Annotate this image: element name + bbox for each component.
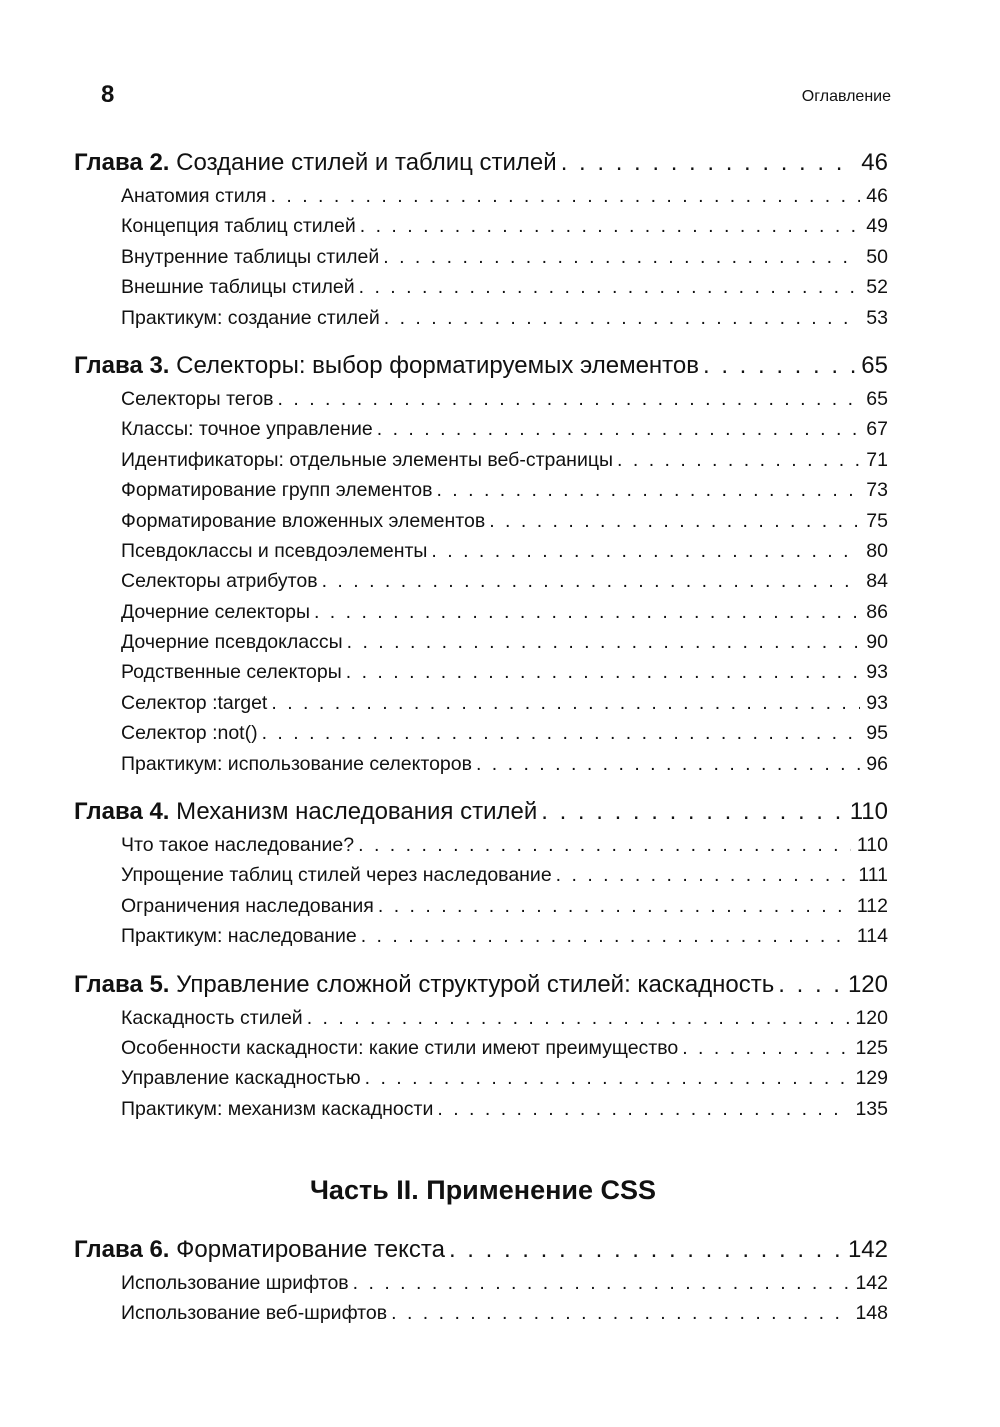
chapter-label: Глава 2. [74,149,170,176]
chapter-title: Форматирование текста [176,1236,445,1263]
section-page: 65 [866,387,888,410]
section-title: Использование шрифтов [121,1272,349,1294]
section-title: Внутренние таблицы стилей [121,245,380,268]
dot-leader [359,272,861,302]
section-title: Использование веб-шрифтов [121,1302,388,1325]
section-page: 111 [858,864,888,887]
chapter-page: 46 [861,149,888,176]
chapter-title: Селекторы: выбор форматируемых элементов [176,351,699,379]
dot-leader [353,1268,850,1298]
section-page: 148 [855,1302,888,1325]
dot-leader [307,1003,850,1033]
section-page: 112 [856,894,888,917]
page-number: 8 [101,81,115,108]
section-entry [74,1033,888,1063]
dot-leader [436,475,860,505]
chapter-label: Глава 4. [74,798,170,826]
section-title: Дочерние селекторы [121,600,310,623]
dot-leader [278,384,861,414]
section-page: 86 [866,600,888,623]
dot-leader [449,1232,842,1268]
section-title: Форматирование вложенных элементов [121,509,486,532]
section-page: 114 [856,925,888,948]
section-entry [74,384,888,414]
dot-leader [314,597,860,627]
dot-leader [377,414,861,444]
section-title: Анатомия стиля [121,185,267,207]
section-entry [74,536,888,566]
running-title: Оглавление [801,88,891,105]
section-title: Идентификаторы: отдельные элементы веб-страницы [121,448,614,471]
dot-leader [347,627,861,657]
section-entry [74,749,888,779]
chapter-title: Механизм наследования стилей [176,798,538,826]
section-entry [74,627,888,657]
section-entry [74,1268,888,1298]
section-entry [74,860,888,890]
section-page: 110 [856,834,888,857]
chapter-entry [74,967,888,1003]
section-page: 93 [866,661,888,684]
dot-leader [262,718,861,748]
section-entry [74,272,888,302]
dot-leader [358,830,851,860]
section-title: Форматирование групп элементов [121,479,433,502]
section-entry [74,303,888,333]
section-page: 93 [866,691,888,714]
chapter-entry [74,348,888,384]
section-title: Особенности каскадности: какие стили имеют преимущество [121,1036,679,1059]
section-title: Селектор :not() [121,722,258,745]
section-page: 46 [866,185,888,207]
part-table-of-contents [74,1232,888,1329]
dot-leader [391,1298,849,1328]
dot-leader [682,1033,849,1063]
chapter-label: Глава 6. [74,1236,170,1263]
section-entry [74,211,888,241]
chapter-label: Глава 3. [74,351,170,379]
section-title: Практикум: механизм каскадности [121,1097,434,1120]
section-page: 120 [855,1006,888,1029]
section-page: 90 [866,631,888,654]
chapter-entry [74,794,888,830]
section-title: Внешние таблицы стилей [121,276,355,299]
section-title: Селектор :target [121,691,268,714]
section-page: 142 [855,1272,888,1294]
section-entry [74,688,888,718]
section-page: 52 [866,276,888,299]
table-of-contents [74,145,888,1124]
dot-leader [271,688,860,718]
section-entry [74,181,888,211]
section-entry [74,506,888,536]
chapter-page: 142 [847,1236,888,1263]
dot-leader [383,242,860,272]
section-title: Селекторы тегов [121,387,274,410]
section-entry [74,1003,888,1033]
section-page: 135 [855,1097,888,1120]
dot-leader [346,657,861,687]
section-page: 80 [866,539,888,562]
section-title: Селекторы атрибутов [121,570,318,593]
chapter-label: Глава 5. [74,970,170,998]
dot-leader [489,506,860,536]
section-entry [74,597,888,627]
dot-leader [360,211,861,241]
section-entry [74,1298,888,1328]
section-title: Что такое наследование? [121,834,355,857]
dot-leader [365,1063,850,1093]
dot-leader [437,1094,849,1124]
section-page: 95 [866,722,888,745]
section-entry [74,566,888,596]
section-title: Практикум: наследование [121,925,357,948]
section-page: 96 [866,752,888,775]
section-title: Классы: точное управление [121,418,373,441]
section-entry [74,891,888,921]
section-page: 75 [866,509,888,532]
dot-leader [703,348,855,384]
section-title: Родственные селекторы [121,661,342,684]
chapter-entry [74,145,888,181]
section-entry [74,1063,888,1093]
dot-leader [431,536,860,566]
section-title: Практикум: создание стилей [121,306,380,329]
chapter-page: 120 [847,970,888,998]
dot-leader [561,145,856,181]
section-page: 67 [866,418,888,441]
chapter-page: 65 [861,351,888,379]
dot-leader [778,967,842,1003]
section-title: Концепция таблиц стилей [121,215,356,238]
dot-leader [541,794,844,830]
section-entry [74,242,888,272]
section-title: Ограничения наследования [121,894,374,917]
dot-leader [617,445,860,475]
part-title: Часть II. Применение CSS [309,1175,657,1205]
dot-leader [378,891,851,921]
dot-leader [271,181,861,211]
section-entry [74,657,888,687]
section-title: Управление каскадностью [121,1067,361,1090]
section-entry [74,475,888,505]
section-title: Псевдоклассы и псевдоэлементы [121,539,428,562]
section-page: 53 [866,306,888,329]
dot-leader [361,921,851,951]
chapter-title: Создание стилей и таблиц стилей [176,149,557,176]
section-title: Дочерние псевдоклассы [121,631,343,654]
section-entry [74,921,888,951]
section-page: 50 [866,245,888,268]
section-page: 71 [866,448,888,471]
section-title: Практикум: использование селекторов [121,752,472,775]
dot-leader [476,749,860,779]
section-page: 49 [866,215,888,238]
section-title: Упрощение таблиц стилей через наследование [121,864,552,887]
section-entry [74,445,888,475]
section-page: 84 [866,570,888,593]
section-page: 73 [866,479,888,502]
section-title: Каскадность стилей [121,1006,303,1029]
dot-leader [322,566,861,596]
dot-leader [556,860,853,890]
section-page: 125 [855,1036,888,1059]
chapter-page: 110 [849,798,888,826]
section-entry [74,830,888,860]
chapter-title: Управление сложной структурой стилей: каскадность [176,970,775,998]
dot-leader [384,303,861,333]
section-page: 129 [855,1067,888,1090]
section-entry [74,718,888,748]
section-entry [74,414,888,444]
chapter-entry [74,1232,888,1268]
section-entry [74,1094,888,1124]
